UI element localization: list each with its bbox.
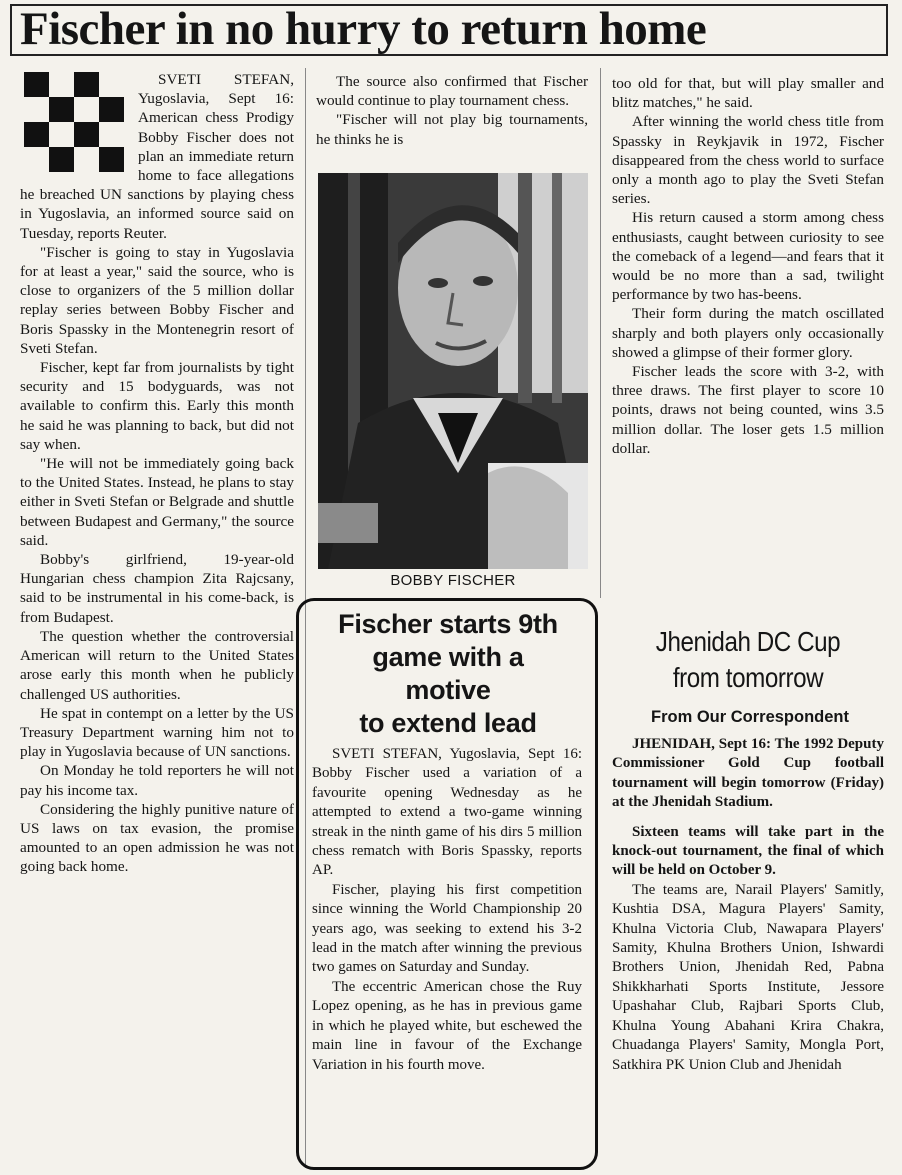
paragraph: Fischer, kept far from journalists by tight security and 15 bodyguards, was not available to confirm this. Early this month he said he was planning to back, but did not say when. [20,359,294,453]
second-story-body [612,735,884,1075]
photo-caption: BOBBY FISCHER [390,572,516,589]
paragraph: The eccentric American chose the Ruy Lopez opening, as he has in previous game in which he played white, but eschewed the main line in favour of the Exchange Variation in his fourth move. [312,978,582,1073]
main-story-column-3 [612,74,884,458]
paragraph: "Fischer will not play big tournaments, he thinks he is [316,111,588,148]
paragraph: The question whether the controversial American will return to the United States arose early this month when he publicly challenged US authorities. [20,627,294,703]
chess-board-logo [24,72,124,172]
second-story-title: Jhenidah DC Cup from tomorrow [655,626,841,693]
byline: From Our Correspondent [650,708,849,726]
paragraph: On Monday he told reporters he will not pay his income tax. [20,762,294,799]
paragraph: Bobby's girlfriend, 19-year-old Hungarian chess champion Zita Rajcsany, said to be instrumental in his come-back, is from Budapest. [20,551,294,626]
portrait-illustration [318,173,588,569]
paragraph: "He will not be immediately going back to the United States. Instead, he plans to stay either in Sveti Stefan or Belgrade and shuttle between Budapest and Germany," the source said. [20,455,294,549]
inset-story-body [312,745,582,1075]
paragraph: The source also confirmed that Fischer would continue to play tournament chess. [316,73,588,110]
inset-story-title: Fischer starts 9th game with a motive to extend lead [338,609,558,738]
paragraph: Their form during the match oscillated sharply and both players only occasionally showed a glimpse of their former glory. [612,305,884,361]
paragraph: SVETI STEFAN, Yugoslavia, Sept 16: Bobby Fischer used a variation of a favourite opening Wednesday as he attempted to extend a two-game winning streak in the ninth game of his dirs 5 million chess rematch with Boris Spassky, reports AP. [312,746,582,879]
paragraph: Fischer, playing his first competition since winning the World Championship 20 years ago, was seeking to extend his 3-2 lead in the match after winning the previous two games on Saturday and Sunday. [312,881,582,976]
headline: Fischer in no hurry to return home [20,3,707,55]
paragraph: "Fischer is going to stay in Yugoslavia for at least a year," said the source, who is close to organizers of the 5 million dollar replay series between Bobby Fischer and Boris Spassky in the Montenegrin resort of Sveti Stefan. [20,243,294,357]
main-story-column-1 [20,70,294,877]
paragraph: After winning the world chess title from Spassky in Reykjavik in 1972, Fischer disappeared from the chess world to surface only a month ago to play the Sveti Stefan series. [612,113,884,208]
paragraph: too old for that, but will play smaller and blitz matches," he said. [612,75,884,112]
paragraph: His return caused a storm among chess enthusiasts, caught between curiosity to see the comeback of a legend—and fears that it would be no more than a sad, twilight performance by two has-beens. [612,209,884,304]
main-story-column-2 [316,72,588,149]
fischer-photo [318,173,588,569]
column-rule-2 [600,68,601,598]
paragraph: The teams are, Narail Players' Samitly, Kushtia DSA, Magura Players' Samity, Khulna Victoria Club, Nawapara Players' Samity, Khulna Brothers Union, Ishwardi Brothers Union, Jhenidah Red, Pabna Shikkharhati Sports Institute, Jessore Upashahar Club, Rajbari Sports Club, Khulna Young Abahani Krira Chakra, Chuadanga Players' Samity, Mongla Port, Satkhira PK Union Club and Jhenidah [612,881,884,1073]
paragraph: He spat in contempt on a letter by the US Treasury Department warning him not to play in Yugoslavia because of UN sanctions. [20,704,294,761]
paragraph: Sixteen teams will take part in the knock-out tournament, the final of which will be held on October 9. [612,823,884,879]
paragraph: Considering the highly punitive nature of US laws on tax evasion, the promise amounted to an open admission he was not going back home. [20,800,294,876]
paragraph: Fischer leads the score with 3-2, with three draws. The first player to score 10 points, draws not being counted, wins 3.5 million dollar. The loser gets 1.5 million dollar. [612,363,884,457]
paragraph: SVETI STEFAN, Yugoslavia, Sept 16: American chess Prodigy Bobby Fischer does not plan an immediate return home to face allegations he breached UN sanctions by playing chess in Yugoslavia, an informed source said on Tuesday, reports Reuter. [20,71,294,242]
paragraph: JHENIDAH, Sept 16: The 1992 Deputy Commissioner Gold Cup football tournament will begin tomorrow (Friday) at the Jhenidah Stadium. [612,736,884,811]
